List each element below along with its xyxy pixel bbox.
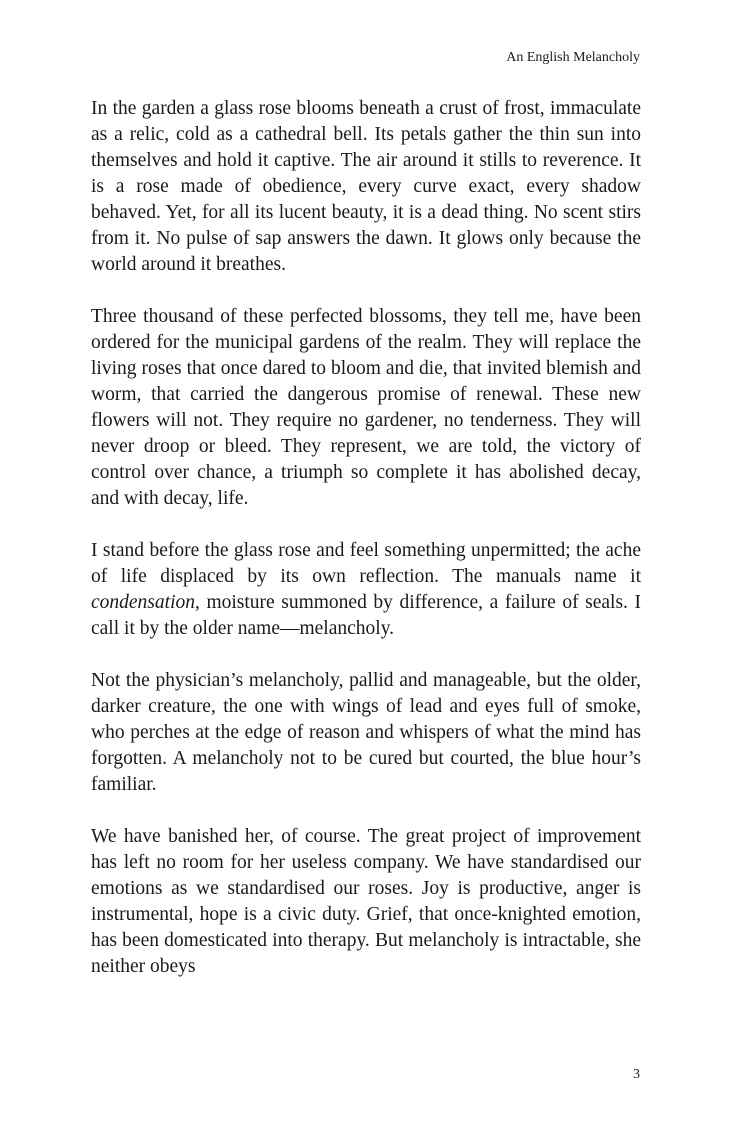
paragraph-banished: We have banished her, of course. The great project of improvement has left no room for her useless company. We have standardised our emotions as we standardised our roses. Joy is productive, anger is instrumental, hope is a civic duty. Grief, that once-knighted emotion, has been domesticated into therapy. But melancholy is intractable, she neither obeys <box>91 826 641 977</box>
paragraph-physician: Not the physician’s melancholy, pallid and manageable, but the older, darker creature, the one with wings of lead and eyes full of smoke, who perches at the edge of reason and whispers of what the mind has forgotten. A melancholy not to be cured but courted, the blue hour’s familiar. <box>91 670 641 795</box>
running-title: An English Melancholy <box>506 50 640 65</box>
body-text <box>91 96 641 1006</box>
emphasis-condensation: condensation <box>91 592 195 613</box>
page-number: 3 <box>633 1067 640 1082</box>
paragraph-glass-rose: In the garden a glass rose blooms beneath a crust of frost, immaculate as a relic, cold as a cathedral bell. Its petals gather the thin sun into themselves and hold it captive. The air around it stills to reverence. It is a rose made of obedience, every curve exact, every shadow behaved. Yet, for all its lucent beauty, it is a dead thing. No scent stirs from it. No pulse of sap answers the dawn. It glows only because the world around it breathes. <box>91 98 641 275</box>
paragraph-condensation-after: , moisture summoned by difference, a failure of seals. I call it by the older name—melancholy. <box>91 592 641 639</box>
paragraph-condensation <box>91 538 641 642</box>
paragraph-three-thousand: Three thousand of these perfected blossoms, they tell me, have been ordered for the municipal gardens of the realm. They will replace the living roses that once dared to bloom and die, that invited blemish and worm, that carried the dangerous promise of renewal. These new flowers will not. They require no gardener, no tenderness. They will never droop or bleed. They represent, we are told, the victory of control over chance, a triumph so complete it has abolished decay, and with decay, life. <box>91 306 641 509</box>
paragraph-condensation-before: I stand before the glass rose and feel something unpermitted; the ache of life displaced by its own reflection. The manuals name it <box>91 540 641 587</box>
